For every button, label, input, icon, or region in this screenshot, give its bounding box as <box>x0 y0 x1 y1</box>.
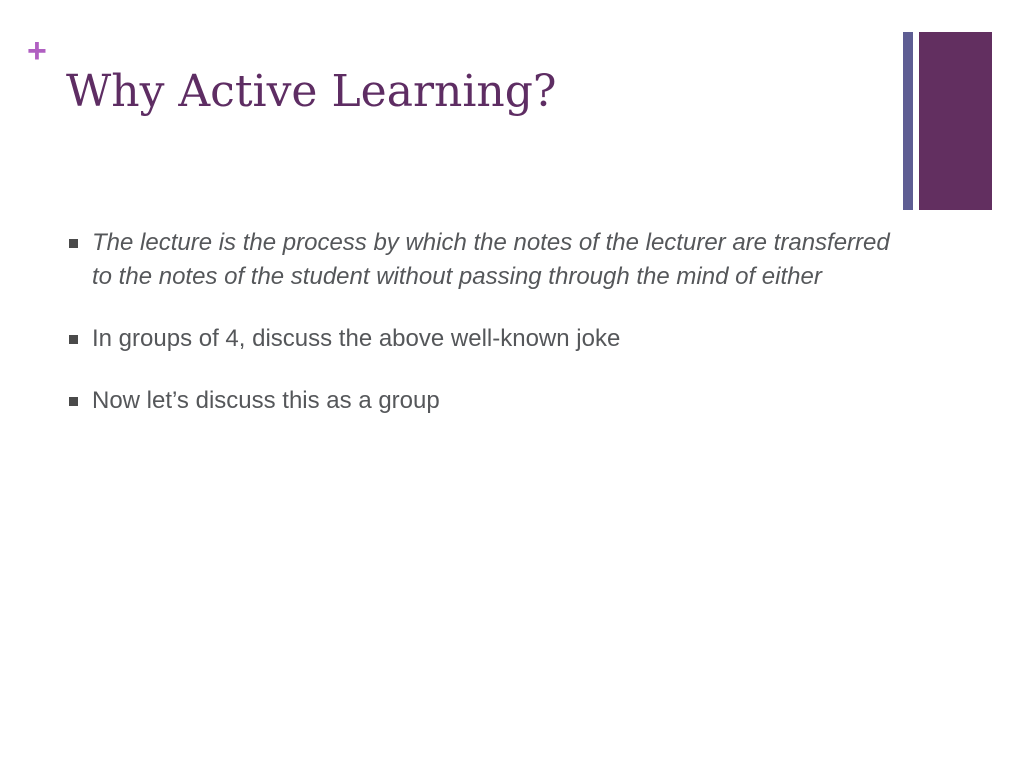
bullet-item-groups <box>66 322 896 356</box>
bullet-text: In groups of 4, discuss the above well-known joke <box>92 325 621 352</box>
bullet-item-lecture-quote <box>66 226 896 294</box>
bullet-list <box>66 226 896 418</box>
square-bullet-icon <box>69 239 78 248</box>
bullet-text: The lecture is the process by which the notes of the lecturer are transferred to the notes of the student without passing through the mind of either <box>92 229 890 290</box>
square-bullet-icon <box>69 397 78 406</box>
bullet-text: Now let’s discuss this as a group <box>92 387 440 414</box>
accent-bar-thin <box>903 32 913 210</box>
bullet-item-discuss <box>66 384 896 418</box>
slide-title: Why Active Learning? <box>66 66 557 117</box>
accent-bar-thick <box>919 32 992 210</box>
plus-decoration: + <box>27 32 47 70</box>
square-bullet-icon <box>69 335 78 344</box>
